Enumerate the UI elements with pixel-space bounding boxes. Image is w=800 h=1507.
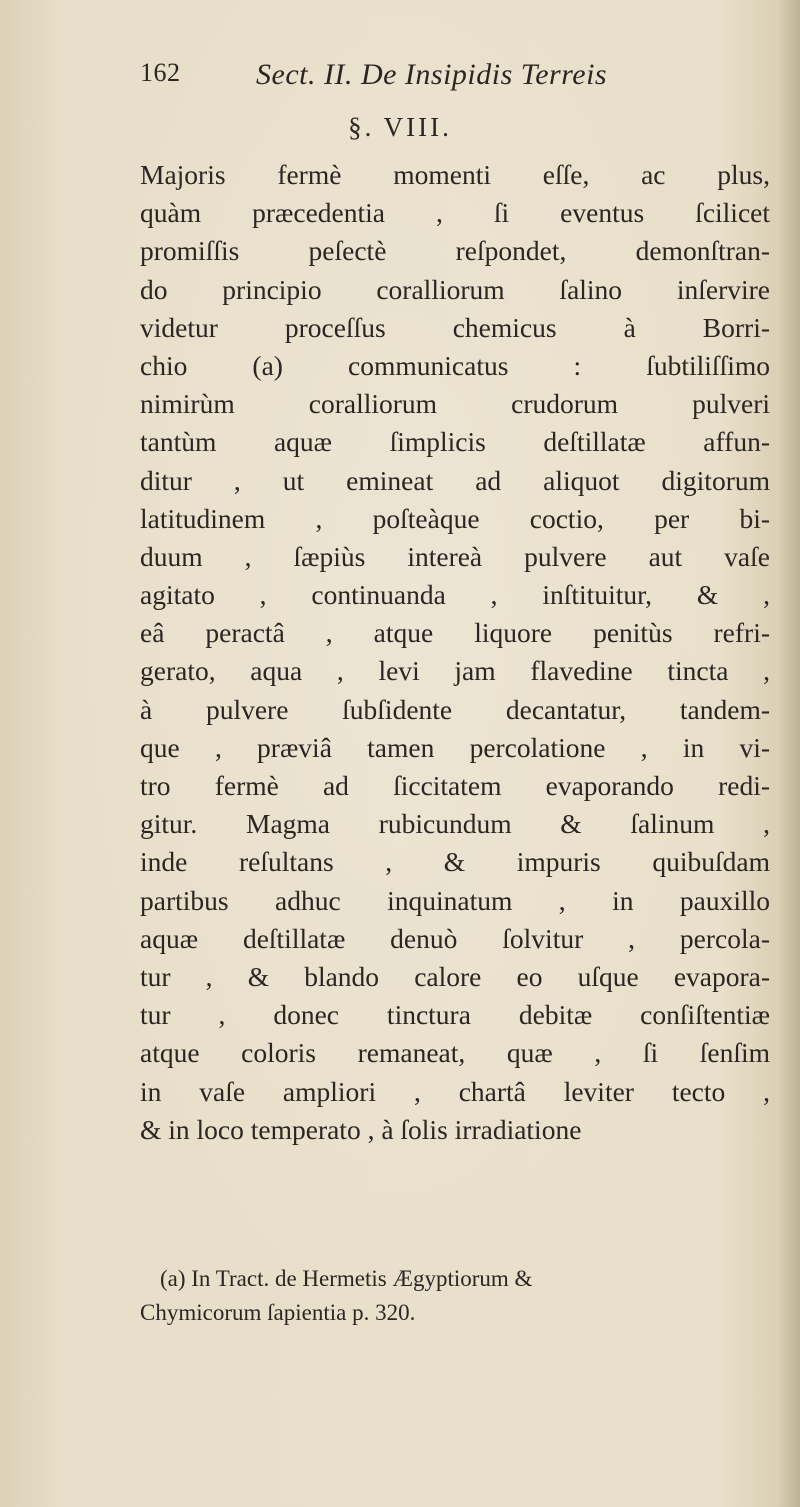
text-line: do principio coralliorum ſalino inſervire: [140, 273, 770, 305]
text-line: à pulvere ſubſidente decantatur, tandem-: [140, 693, 770, 725]
footnote-line: (a) In Tract. de Hermetis Ægyptiorum &: [160, 1266, 533, 1291]
text-line: partibus adhuc inquinatum , in pauxillo: [140, 884, 770, 916]
text-line: atque coloris remaneat, quæ , ſi ſenſim: [140, 1037, 770, 1069]
text-line: eâ peractâ , atque liquore penitùs refri-: [140, 617, 770, 649]
footnote-line: Chymicorum ſapientia p. 320.: [140, 1300, 416, 1325]
body-text: [140, 156, 770, 1149]
text-line: gerato, aqua , levi jam flavedine tincta ,: [140, 655, 770, 687]
text-line: & in loco temperato , à ſolis irradiatione: [140, 1113, 582, 1145]
text-line: aquæ deſtillatæ denuò ſolvitur , percola-: [140, 922, 770, 954]
text-line: agitato , continuanda , inſtituitur, & ,: [140, 579, 770, 611]
text-line: gitur. Magma rubicundum & ſalinum ,: [140, 808, 770, 840]
running-title: Sect. II. De Insipidis Terreis: [256, 58, 608, 91]
text-line: chio (a) communicatus : ſubtiliſſimo: [140, 349, 770, 381]
text-line: tur , & blando calore eo uſque evapora-: [140, 960, 770, 992]
text-line: que , præviâ tamen percolatione , in vi-: [140, 731, 770, 763]
text-line: nimirùm coralliorum crudorum pulveri: [140, 388, 770, 420]
text-line: quàm præcedentia , ſi eventus ſcilicet: [140, 197, 770, 229]
text-line: tro fermè ad ſiccitatem evaporando redi-: [140, 770, 770, 801]
text-line: latitudinem , poſteàque coctio, per bi-: [140, 502, 770, 534]
text-line: ditur , ut emineat ad aliquot digitorum: [140, 464, 770, 496]
running-head: [140, 58, 660, 98]
text-line: inde reſultans , & impuris quibuſdam: [140, 846, 770, 878]
footnote: [140, 1262, 750, 1330]
page-number: 162: [140, 58, 181, 87]
text-line: tur , donec tinctura debitæ conſiſtentiæ: [140, 999, 770, 1031]
text-line: tantùm aquæ ſimplicis deſtillatæ affun-: [140, 426, 770, 458]
text-line: promiſſis peſectè reſpondet, demonſtran-: [140, 235, 770, 267]
text-line: videtur proceſſus chemicus à Borri-: [140, 311, 770, 343]
section-heading: §. VIII.: [348, 112, 452, 142]
text-line: in vaſe ampliori , chartâ leviter tecto ,: [140, 1075, 770, 1107]
text-line: duum , ſæpiùs intereà pulvere aut vaſe: [140, 540, 770, 572]
page-edge-shadow: [778, 0, 800, 1507]
text-line: Majoris fermè momenti eſſe, ac plus,: [140, 159, 770, 190]
